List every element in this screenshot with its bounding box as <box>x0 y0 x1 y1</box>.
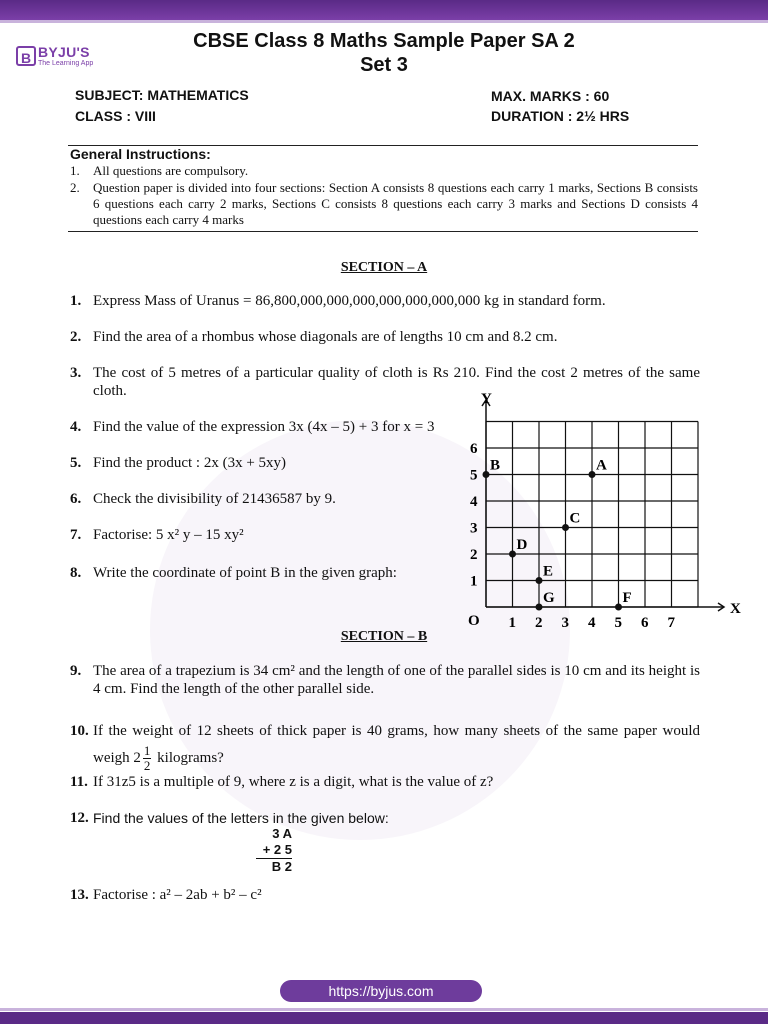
graph-axes <box>468 391 741 629</box>
point-a <box>589 471 596 478</box>
question-text: Factorise: 5 x² y – 15 xy² <box>93 527 244 543</box>
instruction-number: 2. <box>70 180 80 195</box>
question-number: 6. <box>70 491 82 507</box>
logo-name: BYJU'S <box>38 44 90 60</box>
x-tick-label: 5 <box>614 615 622 630</box>
point-f <box>615 604 622 611</box>
puzzle-row: + 2 5 <box>262 842 292 857</box>
question-7 <box>70 526 430 544</box>
question-text: Find the value of the expression 3x (4x – 5) + 3 for x = 3 <box>93 419 435 435</box>
question-text: The cost of 5 metres of a particular quality of cloth is Rs 210. Find the cost 2 metres of the same cloth. <box>93 365 700 399</box>
y-tick-label: 4 <box>470 494 478 510</box>
question-number: 7. <box>70 527 82 543</box>
question-number: 1. <box>70 293 82 309</box>
graph-grid <box>486 422 698 608</box>
point-label-c: C <box>569 510 581 527</box>
x-tick-label: 3 <box>561 615 569 630</box>
x-axis-label: X <box>730 601 741 617</box>
instructions-heading: General Instructions: <box>70 146 211 162</box>
question-6 <box>70 490 430 508</box>
x-tick-label: 1 <box>508 615 516 630</box>
question-number: 2. <box>70 329 82 345</box>
x-tick-label: 6 <box>641 615 649 630</box>
point-e <box>536 577 543 584</box>
question-text: Factorise : a² – 2ab + b² – c² <box>93 887 262 903</box>
y-tick-label: 5 <box>470 467 478 484</box>
question-text: Write the coordinate of point B in the given graph: <box>93 565 397 581</box>
x-tick-label: 7 <box>667 615 675 630</box>
graph-points <box>483 458 632 611</box>
logo-tagline: The Learning App <box>38 60 94 67</box>
y-tick-label: 3 <box>470 520 478 537</box>
question-number: 13. <box>70 887 89 903</box>
paper-title: CBSE Class 8 Maths Sample Paper SA 2 <box>193 30 575 52</box>
coordinate-graph <box>462 390 752 630</box>
duration-label: DURATION : 2½ HRS <box>491 108 630 124</box>
fraction-denominator: 2 <box>143 758 151 773</box>
instruction-text: Question paper is divided into four sections: Section A consists 8 questions each carry 1 marks, Sections B consists 6 questions each carry 2 marks, Sections C consists 8 questions each carry 3 marks and Sections D consists 4 questions each carry 4 marks <box>93 180 698 227</box>
question-text: Find the area of a rhombus whose diagonals are of lengths 10 cm and 8.2 cm. <box>93 329 558 345</box>
question-number: 9. <box>70 663 82 679</box>
instruction-number: 1. <box>70 163 80 178</box>
question-text: Express Mass of Uranus = 86,800,000,000,000,000,000,000,000 kg in standard form. <box>93 293 606 309</box>
question-12 <box>70 809 700 827</box>
question-text: Find the product : 2x (3x + 5xy) <box>93 455 287 471</box>
question-number: 8. <box>70 565 82 581</box>
y-axis-label: Y <box>481 391 492 407</box>
point-label-d: D <box>516 537 528 553</box>
x-tick-label: 4 <box>588 615 596 630</box>
bottom-banner <box>0 1012 768 1024</box>
question-number: 12. <box>70 810 89 826</box>
question-4 <box>70 418 490 436</box>
section-a-heading: SECTION – A <box>340 260 428 275</box>
y-tick-label: 6 <box>470 441 478 457</box>
question-8 <box>70 564 440 582</box>
question-text-part: If the weight of 12 sheets of thick paper is 40 grams, how many sheets of the same paper would weigh 2 <box>93 723 700 766</box>
subject-label: SUBJECT: MATHEMATICS <box>75 87 249 103</box>
class-label: CLASS : VIII <box>75 108 156 124</box>
instructions-bottom-rule <box>68 231 698 232</box>
point-label-a: A <box>596 457 607 474</box>
point-label-b: B <box>490 457 501 474</box>
y-tick-label: 2 <box>470 547 478 563</box>
question-number: 3. <box>70 365 82 381</box>
x-tick-label: 2 <box>535 615 543 630</box>
instruction-item <box>70 163 698 179</box>
question-10 <box>70 718 700 773</box>
question-text: Find the values of the letters in the given below: <box>93 810 389 826</box>
question-13 <box>70 886 700 904</box>
question-number: 4. <box>70 419 82 435</box>
puzzle-result: B 2 <box>256 858 292 875</box>
footer-url-link[interactable]: https://byjus.com <box>280 980 482 1002</box>
instruction-text: All questions are compulsory. <box>93 163 249 178</box>
logo-mark: B <box>16 46 36 66</box>
point-label-g: G <box>543 590 555 606</box>
max-marks-label: MAX. MARKS : 60 <box>491 88 610 104</box>
point-c <box>562 524 569 531</box>
point-g <box>536 604 543 611</box>
point-label-f: F <box>622 590 632 606</box>
question-text: The area of a trapezium is 34 cm² and the length of one of the parallel sides is 10 cm and its height is 4 cm. Find the length of the other parallel side. <box>93 663 700 697</box>
question-5 <box>70 454 430 472</box>
puzzle-row: 3 A <box>272 826 292 841</box>
fraction-numerator: 1 <box>143 743 151 758</box>
instruction-item <box>70 180 698 228</box>
addition-puzzle <box>256 826 292 875</box>
point-label-e: E <box>543 563 554 580</box>
paper-set: Set 3 <box>360 54 408 76</box>
question-text: Check the divisibility of 21436587 by 9. <box>93 491 336 507</box>
question-text: If 31z5 is a multiple of 9, where z is a digit, what is the value of z? <box>93 774 494 790</box>
question-2 <box>70 328 700 346</box>
question-text-part: kilograms? <box>157 749 224 766</box>
y-tick-label: 1 <box>470 573 478 590</box>
point-d <box>509 551 516 558</box>
section-b-heading: SECTION – B <box>340 629 428 644</box>
question-number: 11. <box>70 774 88 790</box>
top-banner <box>0 0 768 20</box>
top-banner-accent <box>0 20 768 23</box>
fraction <box>143 744 152 773</box>
point-b <box>483 471 490 478</box>
question-number: 5. <box>70 455 82 471</box>
question-11 <box>70 773 700 791</box>
question-9 <box>70 662 700 698</box>
question-number: 10. <box>70 723 89 739</box>
origin-label: O <box>468 613 480 629</box>
question-text <box>93 718 700 773</box>
question-1 <box>70 292 700 310</box>
bottom-banner-accent <box>0 1008 768 1011</box>
